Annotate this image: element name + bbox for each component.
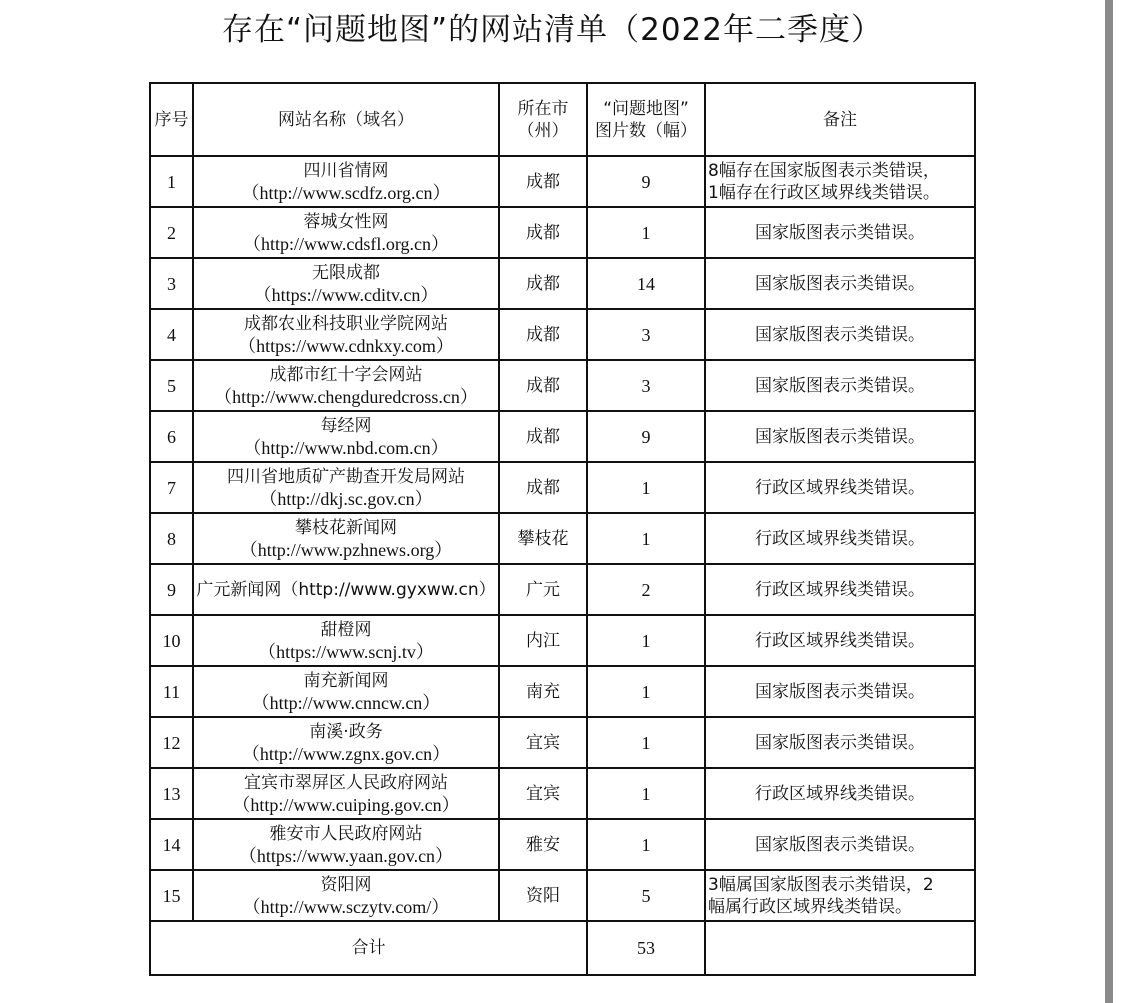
table-row [150,615,975,666]
site-url: （https://www.cditv.cn） [253,284,439,305]
table-row [150,768,975,819]
site-name: 攀枝花新闻网 [295,517,397,538]
row-index: 5 [150,360,193,411]
row-site [193,360,499,411]
row-index: 10 [150,615,193,666]
site-url: （http://www.cnncw.cn） [251,692,441,713]
row-index: 2 [150,207,193,258]
row-count: 3 [587,309,705,360]
table-row [150,819,975,870]
row-index: 15 [150,870,193,921]
site-url: （https://www.scnj.tv） [258,641,434,662]
row-count: 5 [587,870,705,921]
row-index: 9 [150,564,193,615]
site-url: （http://www.zgnx.gov.cn） [241,743,451,764]
row-count: 1 [587,768,705,819]
row-index: 13 [150,768,193,819]
row-count: 9 [587,156,705,207]
row-note: 国家版图表示类错误。 [705,819,975,870]
row-count: 14 [587,258,705,309]
table-row [150,513,975,564]
site-url: （http://dkj.sc.gov.cn） [259,488,433,509]
row-index: 1 [150,156,193,207]
row-index: 14 [150,819,193,870]
row-note: 行政区域界线类错误。 [705,615,975,666]
row-count: 1 [587,513,705,564]
row-city: 成都 [499,207,587,258]
table-row [150,870,975,921]
site-name: 宜宾市翠屏区人民政府网站 [244,772,448,793]
row-index: 4 [150,309,193,360]
note-line: 幅属行政区域界线类错误。 [708,896,912,917]
row-site [193,717,499,768]
header-count-line1: “问题地图” [603,98,689,119]
total-count: 53 [587,921,705,975]
site-name: 广元新闻网（http://www.gyxww.cn） [196,579,496,600]
table-row [150,360,975,411]
header-city-line2: （州） [517,120,569,141]
total-row [150,921,975,975]
row-count: 1 [587,615,705,666]
row-site [193,666,499,717]
table-row [150,411,975,462]
note-line: 3幅属国家版图表示类错误，2 [708,874,934,895]
row-city: 成都 [499,462,587,513]
page-title: 存在“问题地图”的网站清单（2022年二季度） [221,12,883,48]
header-city [499,83,587,156]
site-url: （http://www.chengduredcross.cn） [214,386,478,407]
row-index: 6 [150,411,193,462]
row-note: 行政区域界线类错误。 [705,768,975,819]
row-city: 内江 [499,615,587,666]
site-url: （http://www.cuiping.gov.cn） [232,794,460,815]
row-note [705,870,975,921]
header-site: 网站名称（域名） [193,83,499,156]
row-city: 宜宾 [499,717,587,768]
header-index: 序号 [150,83,193,156]
row-count: 2 [587,564,705,615]
row-site [193,207,499,258]
note-line: 8幅存在国家版图表示类错误， [708,160,940,181]
site-url: （http://www.cdsfl.org.cn） [243,233,449,254]
row-index: 12 [150,717,193,768]
row-city: 宜宾 [499,768,587,819]
table-row [150,717,975,768]
row-index: 7 [150,462,193,513]
row-index: 8 [150,513,193,564]
row-note: 行政区域界线类错误。 [705,462,975,513]
row-count: 1 [587,207,705,258]
row-note: 国家版图表示类错误。 [705,207,975,258]
row-city: 资阳 [499,870,587,921]
row-site [193,156,499,207]
site-url: （http://www.nbd.com.cn） [243,437,449,458]
header-note: 备注 [705,83,975,156]
problem-map-sites-table [149,82,976,976]
table-row [150,258,975,309]
row-site [193,768,499,819]
row-city: 成都 [499,411,587,462]
note-line: 1幅存在行政区域界线类错误。 [708,182,940,203]
row-site [193,462,499,513]
row-site [193,411,499,462]
row-note: 国家版图表示类错误。 [705,411,975,462]
table-row [150,309,975,360]
row-note: 国家版图表示类错误。 [705,666,975,717]
site-url: （https://www.cdnkxy.com） [238,335,454,356]
row-count: 1 [587,717,705,768]
row-note: 行政区域界线类错误。 [705,513,975,564]
row-note: 国家版图表示类错误。 [705,309,975,360]
row-city: 成都 [499,309,587,360]
site-name: 南充新闻网 [303,670,389,691]
header-count [587,83,705,156]
site-name: 南溪·政务 [309,721,383,742]
row-site [193,819,499,870]
row-city: 攀枝花 [499,513,587,564]
row-count: 3 [587,360,705,411]
row-city: 雅安 [499,819,587,870]
row-city: 成都 [499,156,587,207]
site-name: 成都市红十字会网站 [269,364,423,385]
row-site [193,870,499,921]
site-name: 四川省情网 [303,160,389,181]
header-count-line2: 图片数（幅） [595,120,697,141]
header-city-line1: 所在市 [517,98,569,119]
site-name: 四川省地质矿产勘查开发局网站 [227,466,465,487]
row-site [193,564,499,615]
site-url: （http://www.scdfz.org.cn） [241,182,451,203]
site-name: 每经网 [320,415,372,436]
site-url: （https://www.yaan.gov.cn） [238,845,454,866]
row-count: 1 [587,819,705,870]
table-row [150,156,975,207]
row-index: 3 [150,258,193,309]
scrollbar[interactable] [1105,0,1113,1003]
row-count: 1 [587,462,705,513]
row-city: 南充 [499,666,587,717]
site-name: 成都农业科技职业学院网站 [244,313,448,334]
row-city: 成都 [499,258,587,309]
row-note: 国家版图表示类错误。 [705,360,975,411]
table-row [150,207,975,258]
table-row [150,564,975,615]
row-count: 1 [587,666,705,717]
site-name: 甜橙网 [320,619,372,640]
site-name: 无限成都 [312,262,380,283]
row-site [193,309,499,360]
row-site [193,258,499,309]
row-city: 成都 [499,360,587,411]
table-header-row [150,83,975,156]
row-site [193,513,499,564]
total-note [705,921,975,975]
site-url: （http://www.sczytv.com/） [242,896,450,917]
site-url: （http://www.pzhnews.org） [239,539,453,560]
row-site [193,615,499,666]
total-label: 合计 [150,921,587,975]
site-name: 蓉城女性网 [303,211,389,232]
table-row [150,666,975,717]
row-note: 国家版图表示类错误。 [705,717,975,768]
row-note: 行政区域界线类错误。 [705,564,975,615]
row-note [705,156,975,207]
site-name: 雅安市人民政府网站 [269,823,423,844]
row-index: 11 [150,666,193,717]
site-name: 资阳网 [320,874,372,895]
row-note: 国家版图表示类错误。 [705,258,975,309]
row-count: 9 [587,411,705,462]
table-row [150,462,975,513]
row-city: 广元 [499,564,587,615]
